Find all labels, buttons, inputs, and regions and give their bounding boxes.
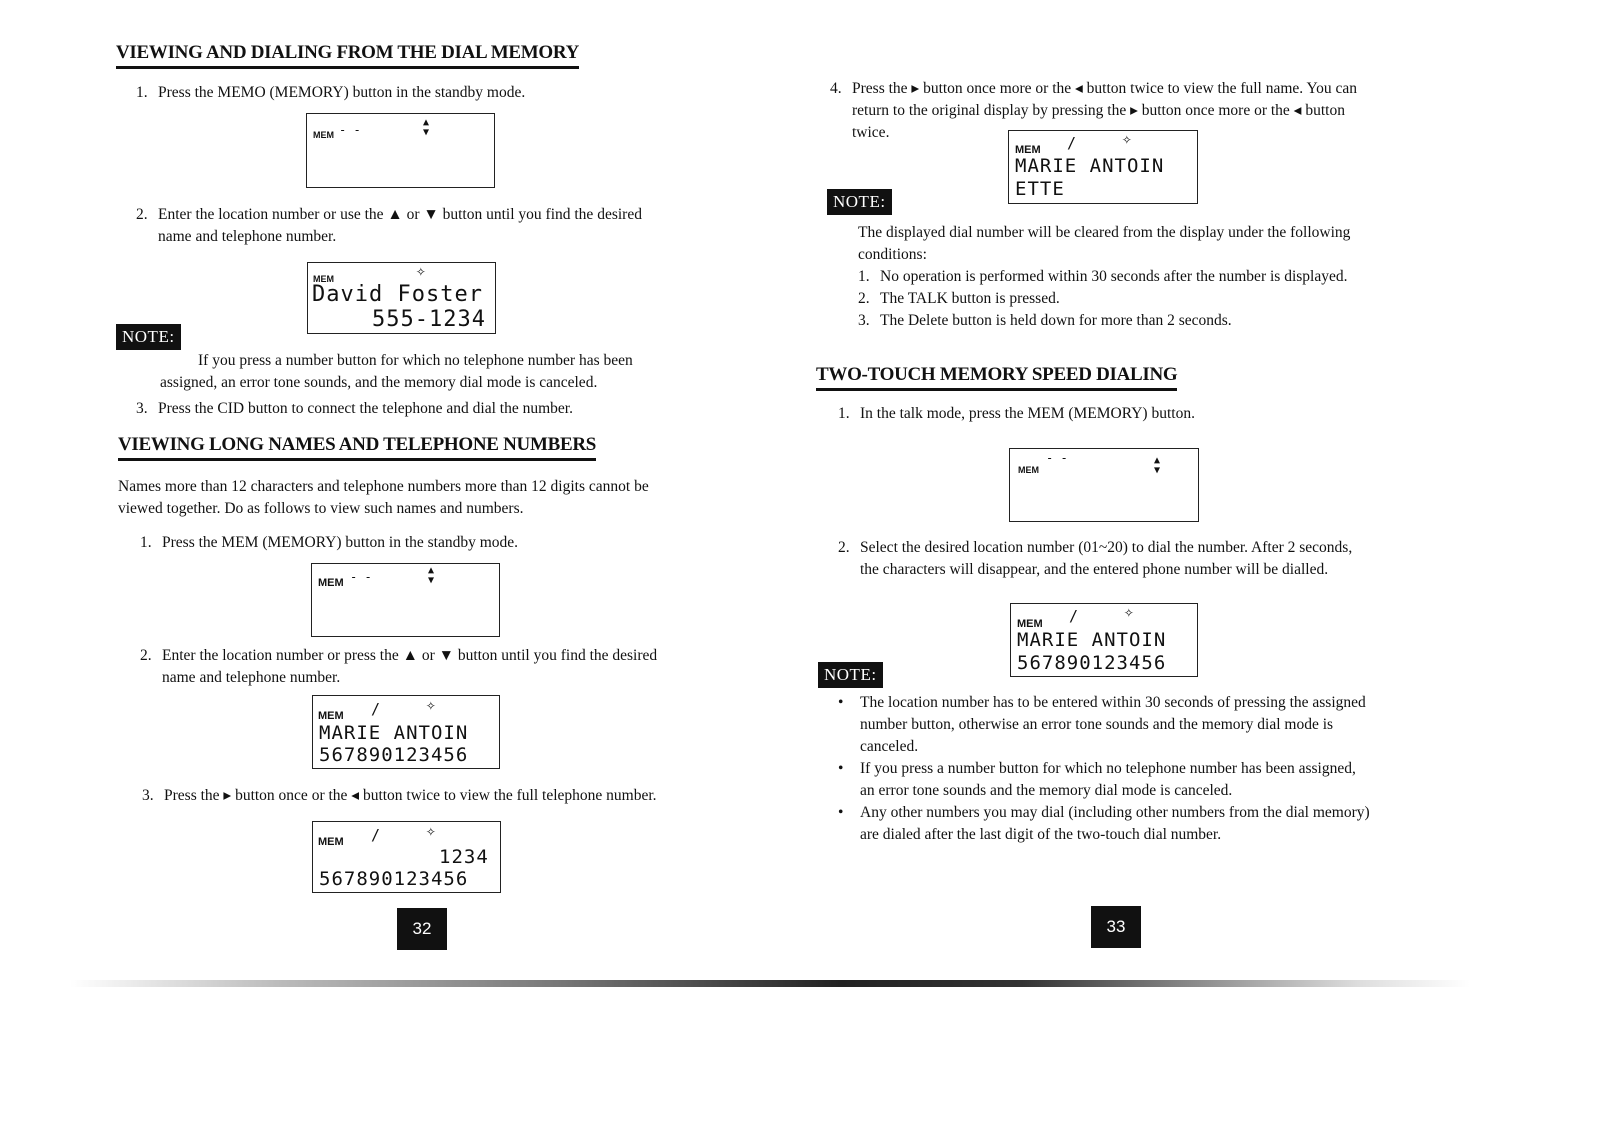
lcd-dashes: - - — [350, 570, 372, 584]
step-number: 2. — [838, 539, 850, 556]
section-heading-dial-memory: VIEWING AND DIALING FROM THE DIAL MEMORY — [116, 42, 579, 69]
step-text: Press the ▸ button once or the ◂ button twice to view the full telephone number. — [164, 787, 657, 804]
bullet-line: The location number has to be entered within 30 seconds of pressing the assigned — [860, 694, 1366, 711]
step-text-cont: return to the original display by pressing the ▸ button once more or the ◂ button — [852, 102, 1345, 119]
lcd-name: MARIE ANTOIN — [1017, 629, 1167, 651]
lcd-name: MARIE ANTOIN — [1015, 155, 1165, 177]
condition-text: No operation is performed within 30 seconds after the number is displayed. — [880, 268, 1348, 285]
step-text-cont: twice. — [852, 124, 890, 141]
lcd-display-empty-2 — [311, 563, 500, 637]
step-number: 1. — [838, 405, 850, 422]
step-3-long — [142, 785, 657, 807]
bullet-line: are dialed after the last digit of the two-touch dial number. — [860, 826, 1222, 843]
section-heading-long-names: VIEWING LONG NAMES AND TELEPHONE NUMBERS — [118, 434, 596, 461]
note-text — [160, 350, 633, 394]
lcd-slash: / — [1069, 607, 1079, 625]
bullet-line: Any other numbers you may dial (including other numbers from the dial memory) — [860, 804, 1370, 821]
four-way-cursor-icon: ✧ — [1124, 602, 1134, 621]
lcd-display-marie-ette — [1008, 130, 1198, 204]
lcd-number: 567890123456 — [1017, 652, 1167, 674]
lcd-number: 555-1234 — [372, 307, 486, 332]
intro-paragraph — [118, 476, 649, 520]
lcd-number-tail: 1234 — [439, 846, 489, 868]
intro-line: Names more than 12 characters and telephone numbers more than 12 digits cannot be — [118, 478, 649, 495]
step-number: 2. — [140, 647, 152, 664]
lcd-slash: / — [1067, 134, 1077, 152]
bullet-line: an error tone sounds and the memory dial mode is canceled. — [860, 782, 1233, 799]
four-way-cursor-icon: ✧ — [1122, 129, 1132, 148]
condition-number: 1. — [858, 268, 870, 285]
mem-indicator: MEM — [318, 836, 344, 848]
page-number: 33 — [1091, 906, 1141, 948]
up-down-arrows-icon: ▲ ▼ — [428, 565, 435, 586]
section-heading-two-touch: TWO-TOUCH MEMORY SPEED DIALING — [816, 364, 1177, 391]
lcd-display-david — [307, 262, 496, 334]
bullet-line: canceled. — [860, 738, 919, 755]
step-text: In the talk mode, press the MEM (MEMORY) button. — [860, 405, 1195, 422]
intro-line: viewed together. Do as follows to view such names and numbers. — [118, 500, 524, 517]
step-text: Select the desired location number (01~20) to dial the number. After 2 seconds, — [860, 539, 1353, 556]
step-number: 1. — [136, 84, 148, 101]
mem-indicator: MEM — [318, 577, 344, 589]
step-number: 1. — [140, 534, 152, 551]
step-number: 3. — [136, 400, 148, 417]
step-2 — [136, 204, 642, 248]
condition-text: The Delete button is held down for more than 2 seconds. — [880, 312, 1232, 329]
step-text-cont: name and telephone number. — [158, 228, 337, 245]
note-line: assigned, an error tone sounds, and the memory dial mode is canceled. — [160, 374, 598, 391]
bullet-line: If you press a number button for which no telephone number has been assigned, — [860, 760, 1356, 777]
up-down-arrows-icon: ▲ ▼ — [423, 117, 430, 138]
step-2-two-touch — [838, 537, 1352, 581]
note-line: The displayed dial number will be cleared from the display under the following — [858, 224, 1351, 241]
lcd-display-number — [312, 821, 501, 893]
note-bullet — [860, 692, 1366, 758]
note-label: NOTE: — [116, 324, 181, 350]
step-2-long — [140, 645, 657, 689]
lcd-display-marie-2 — [1010, 603, 1198, 677]
lcd-dashes: - - — [1046, 451, 1068, 465]
mem-indicator: MEM — [318, 710, 344, 722]
mem-indicator: MEM — [1015, 144, 1041, 156]
step-1-long — [140, 532, 518, 554]
lcd-dashes: - - — [339, 123, 361, 137]
mem-indicator: MEM — [313, 130, 334, 140]
mem-indicator: MEM — [313, 274, 334, 284]
note-label: NOTE: — [818, 662, 883, 688]
mem-indicator: MEM — [1017, 618, 1043, 630]
lcd-number: 567890123456 — [319, 744, 469, 766]
note-bullet — [860, 758, 1356, 802]
note-line: If you press a number button for which no telephone number has been — [198, 352, 633, 369]
note-label: NOTE: — [827, 189, 892, 215]
step-1-two-touch — [838, 403, 1195, 425]
lcd-slash: / — [371, 700, 381, 718]
step-text: Press the MEM (MEMORY) button in the standby mode. — [162, 534, 519, 551]
step-1 — [136, 82, 525, 104]
step-text: Enter the location number or use the ▲ or ▼ button until you find the desired — [158, 206, 642, 223]
lcd-name-cont: ETTE — [1015, 178, 1065, 200]
note-line: conditions: — [858, 246, 927, 263]
condition-text: The TALK button is pressed. — [880, 290, 1060, 307]
step-3 — [136, 398, 573, 420]
lcd-number: 567890123456 — [319, 868, 469, 890]
lcd-display-empty — [306, 113, 495, 188]
step-text-cont: the characters will disappear, and the entered phone number will be dialled. — [860, 561, 1329, 578]
up-down-arrows-icon: ▲ ▼ — [1154, 455, 1161, 476]
note-bullet — [860, 802, 1370, 846]
mem-indicator: MEM — [1018, 465, 1039, 475]
step-text: Press the MEMO (MEMORY) button in the standby mode. — [158, 84, 526, 101]
four-way-cursor-icon: ✧ — [426, 695, 436, 714]
lcd-name: David Foster — [312, 282, 483, 307]
step-text: Press the CID button to connect the telephone and dial the number. — [158, 400, 573, 417]
step-text: Press the ▸ button once more or the ◂ button twice to view the full name. You can — [852, 80, 1358, 97]
lcd-display-empty-3 — [1009, 448, 1199, 522]
step-number: 3. — [142, 787, 154, 804]
condition-number: 3. — [858, 312, 870, 329]
four-way-cursor-icon: ✧ — [416, 261, 426, 280]
lcd-display-marie — [312, 695, 500, 769]
four-way-cursor-icon: ✧ — [426, 821, 436, 840]
step-number: 2. — [136, 206, 148, 223]
page-number: 32 — [397, 908, 447, 950]
bullet-line: number button, otherwise an error tone sounds and the memory dial mode is — [860, 716, 1334, 733]
condition-number: 2. — [858, 290, 870, 307]
lcd-name: MARIE ANTOIN — [319, 722, 469, 744]
step-text: Enter the location number or press the ▲ or ▼ button until you find the desired — [162, 647, 658, 664]
lcd-slash: / — [371, 826, 381, 844]
scan-artifact-divider — [70, 980, 1470, 987]
note-text — [858, 222, 1350, 332]
step-number: 4. — [830, 80, 842, 97]
step-text-cont: name and telephone number. — [162, 669, 341, 686]
